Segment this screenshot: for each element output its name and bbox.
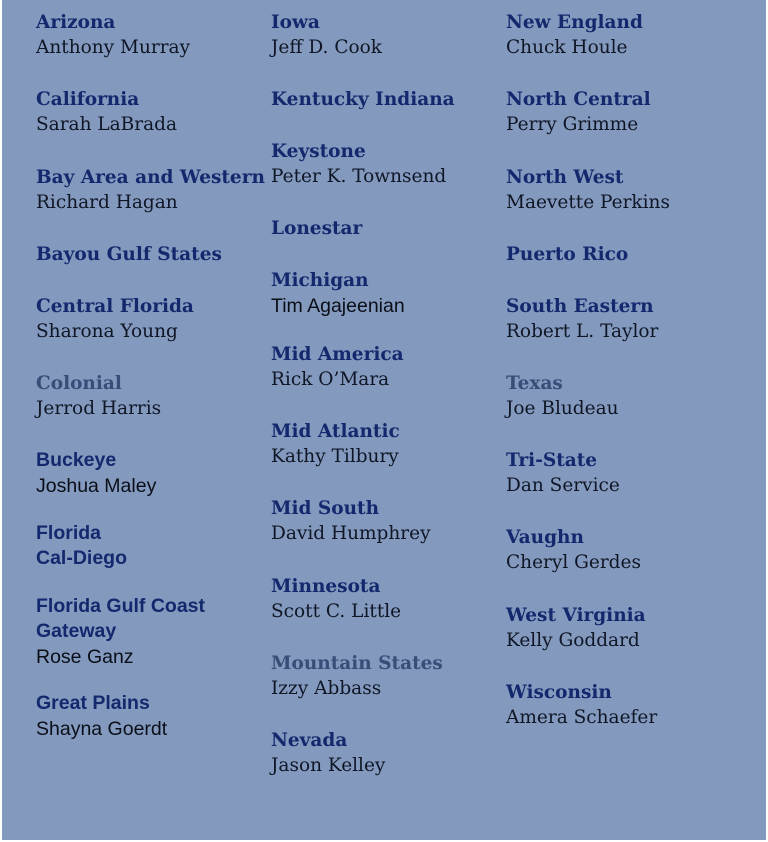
entry-iowa bbox=[271, 10, 382, 61]
entry-kentucky-indiana bbox=[271, 87, 455, 112]
entry-colonial bbox=[36, 371, 161, 422]
region-heading: Florida Gulf Coast bbox=[36, 595, 206, 617]
person-name: Joe Bludeau bbox=[506, 398, 619, 419]
person-name: Jeff D. Cook bbox=[271, 37, 382, 58]
person-name: Sharona Young bbox=[36, 321, 178, 342]
person-name: Rose Ganz bbox=[36, 646, 134, 668]
entry-tri-state bbox=[506, 448, 620, 499]
region-heading: Vaughn bbox=[506, 527, 584, 548]
person-name: Chuck Houle bbox=[506, 37, 628, 58]
region-heading: Michigan bbox=[271, 270, 369, 291]
region-heading: Cal-Diego bbox=[36, 547, 128, 569]
entry-puerto-rico bbox=[506, 242, 628, 267]
entry-mid-america bbox=[271, 342, 404, 393]
entry-bay-area bbox=[36, 165, 265, 216]
region-heading: Bayou Gulf States bbox=[36, 244, 222, 265]
person-name: Maevette Perkins bbox=[506, 192, 670, 213]
region-heading: Mid South bbox=[271, 498, 380, 519]
person-name: Rick O’Mara bbox=[271, 369, 390, 390]
region-heading: Tri-State bbox=[506, 450, 598, 471]
entry-arizona bbox=[36, 10, 190, 61]
region-heading: Great Plains bbox=[36, 692, 150, 714]
region-heading: Mid Atlantic bbox=[271, 421, 400, 442]
person-name: Cheryl Gerdes bbox=[506, 552, 641, 573]
person-name: Dan Service bbox=[506, 475, 620, 496]
entry-mid-atlantic bbox=[271, 419, 400, 470]
entry-bayou bbox=[36, 242, 222, 267]
region-heading: Florida bbox=[36, 522, 102, 544]
person-name: Izzy Abbass bbox=[271, 678, 382, 699]
person-name: Kathy Tilbury bbox=[271, 446, 399, 467]
entry-florida bbox=[36, 521, 127, 571]
person-name: Kelly Goddard bbox=[506, 630, 640, 651]
region-heading: North Central bbox=[506, 89, 651, 110]
person-name: Tim Agajeenian bbox=[271, 295, 405, 317]
entry-california bbox=[36, 87, 177, 138]
region-heading: Mountain States bbox=[271, 653, 443, 674]
region-heading: Wisconsin bbox=[506, 682, 612, 703]
directory-panel bbox=[2, 0, 766, 840]
region-heading: Iowa bbox=[271, 12, 320, 33]
entry-texas bbox=[506, 371, 619, 422]
entry-south-eastern bbox=[506, 294, 658, 345]
entry-central-florida bbox=[36, 294, 194, 345]
entry-minnesota bbox=[271, 574, 401, 625]
entry-north-central bbox=[506, 87, 651, 138]
region-heading: New England bbox=[506, 12, 643, 33]
region-heading: Nevada bbox=[271, 730, 348, 751]
entry-nevada bbox=[271, 728, 385, 779]
region-heading: Buckeye bbox=[36, 449, 117, 471]
region-heading: Central Florida bbox=[36, 296, 194, 317]
entry-great-plains bbox=[36, 691, 167, 742]
region-heading: Arizona bbox=[36, 12, 116, 33]
entry-new-england bbox=[506, 10, 643, 61]
region-heading: California bbox=[36, 89, 140, 110]
person-name: Anthony Murray bbox=[36, 37, 191, 58]
person-name: Jerrod Harris bbox=[36, 398, 162, 419]
region-heading: North West bbox=[506, 167, 624, 188]
person-name: Richard Hagan bbox=[36, 192, 178, 213]
person-name: Scott C. Little bbox=[271, 601, 402, 622]
entry-buckeye bbox=[36, 448, 156, 499]
person-name: Amera Schaefer bbox=[506, 707, 658, 728]
entry-mountain-states bbox=[271, 651, 443, 702]
entry-lonestar bbox=[271, 216, 362, 241]
entry-florida-gulf-coast bbox=[36, 594, 205, 670]
person-name: Perry Grimme bbox=[506, 114, 639, 135]
person-name: Sarah LaBrada bbox=[36, 114, 178, 135]
entry-michigan bbox=[271, 268, 405, 319]
entry-north-west bbox=[506, 165, 670, 216]
region-heading: Gateway bbox=[36, 620, 117, 642]
region-heading: South Eastern bbox=[506, 296, 654, 317]
entry-mid-south bbox=[271, 496, 431, 547]
person-name: Jason Kelley bbox=[271, 755, 386, 776]
region-heading: Texas bbox=[506, 373, 563, 394]
entry-vaughn bbox=[506, 525, 641, 576]
person-name: Robert L. Taylor bbox=[506, 321, 659, 342]
entry-keystone bbox=[271, 139, 446, 190]
person-name: Shayna Goerdt bbox=[36, 718, 168, 740]
region-heading: Kentucky Indiana bbox=[271, 89, 455, 110]
person-name: Peter K. Townsend bbox=[271, 166, 447, 187]
region-heading: Colonial bbox=[36, 373, 122, 394]
region-heading: Lonestar bbox=[271, 218, 363, 239]
region-heading: Bay Area and Western bbox=[36, 167, 265, 188]
region-heading: Mid America bbox=[271, 344, 404, 365]
region-heading: Puerto Rico bbox=[506, 244, 629, 265]
entry-west-virginia bbox=[506, 603, 646, 654]
person-name: Joshua Maley bbox=[36, 475, 157, 497]
region-heading: Minnesota bbox=[271, 576, 381, 597]
region-heading: Keystone bbox=[271, 141, 366, 162]
entry-wisconsin bbox=[506, 680, 657, 731]
region-heading: West Virginia bbox=[506, 605, 646, 626]
person-name: David Humphrey bbox=[271, 523, 431, 544]
